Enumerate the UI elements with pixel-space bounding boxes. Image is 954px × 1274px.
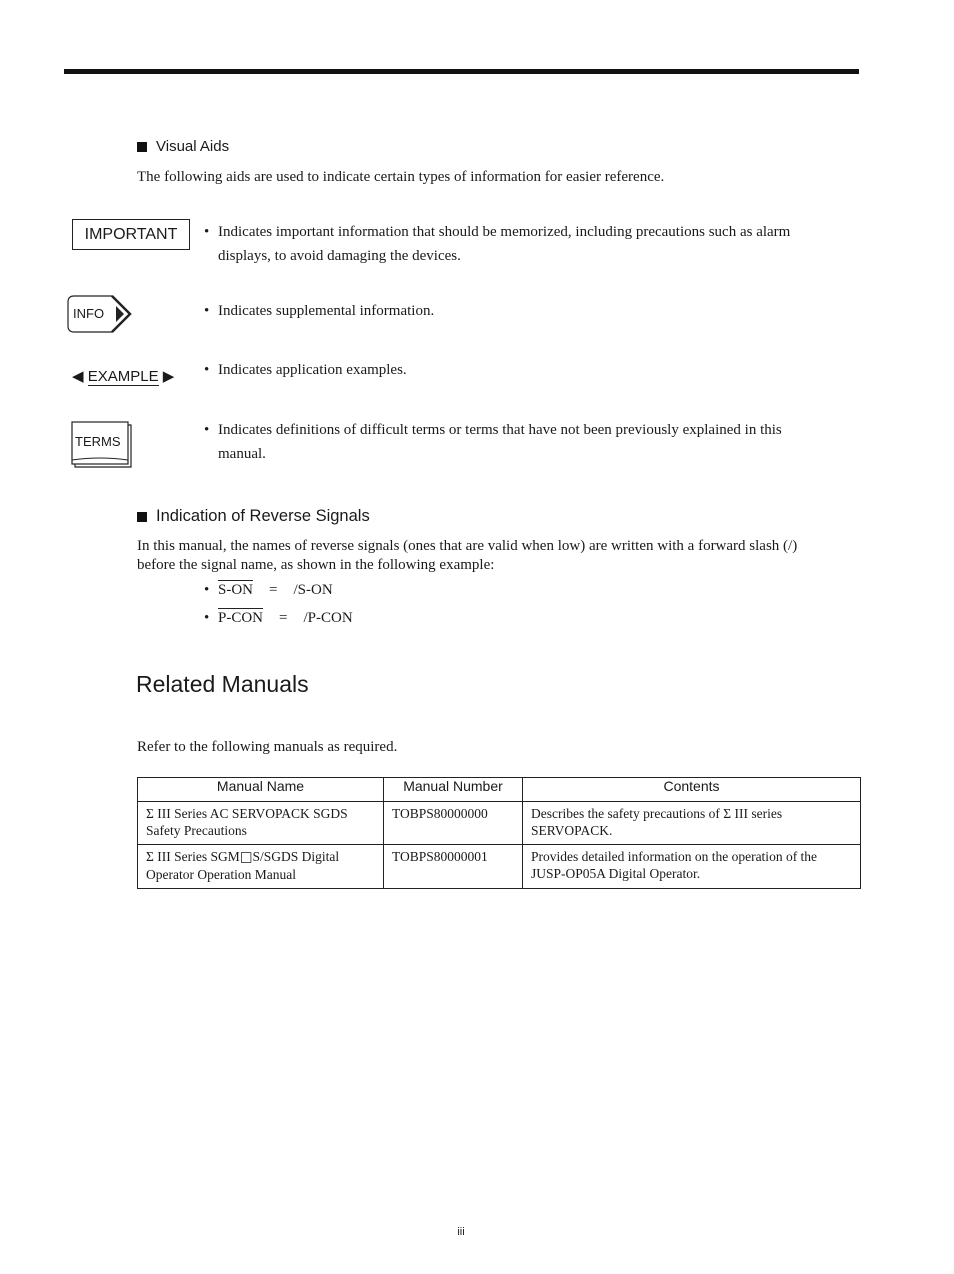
contents-cell: Provides detailed information on the operation of the JUSP-OP05A Digital Operator. (523, 845, 861, 889)
contents-cell: Describes the safety precautions of Σ III series SERVOPACK. (523, 802, 861, 845)
manual-name-cell: Σ III Series AC SERVOPACK SGDS Safety Precautions (138, 802, 384, 845)
related-manuals-intro: Refer to the following manuals as required. (137, 739, 398, 755)
column-header-manual-name: Manual Name (138, 778, 384, 802)
triangle-right-icon: ▶ (162, 368, 175, 385)
important-description: • Indicates important information that should be memorized, including precautions such as alarm displays, to avoid damaging the devices. (204, 224, 791, 264)
triangle-left-icon: ◀ (72, 368, 84, 385)
table-row (138, 802, 861, 845)
table-row (138, 845, 861, 889)
box-glyph: □ (239, 849, 253, 865)
example-description: • Indicates application examples. (204, 362, 407, 378)
related-manuals-table (137, 777, 861, 889)
terms-description: • Indicates definitions of difficult terms or terms that have not been previously explained in this manual. (204, 422, 782, 462)
black-square-icon (137, 512, 147, 522)
signal-example-1: • S-ON = /S-ON (204, 582, 333, 598)
column-header-contents: Contents (523, 778, 861, 802)
example-label: ◀ EXAMPLE ▶ (72, 368, 175, 385)
important-label: IMPORTANT (72, 219, 190, 250)
black-square-icon (137, 142, 147, 152)
table-header-row (138, 778, 861, 802)
manual-number-cell: TOBPS80000001 (384, 845, 523, 889)
signal-example-2: • P-CON = /P-CON (204, 610, 353, 626)
related-manuals-title: Related Manuals (136, 671, 309, 697)
top-rule (64, 69, 859, 74)
info-description: • Indicates supplemental information. (204, 303, 435, 319)
reverse-signals-paragraph: In this manual, the names of reverse signals (ones that are valid when low) are written with a forward slash (/) before the signal name, as shown in the following example: (137, 538, 798, 573)
manual-name-cell: Σ III Series SGM□S/SGDS Digital Operator Operation Manual (138, 845, 384, 889)
column-header-manual-number: Manual Number (384, 778, 523, 802)
page-number: iii (457, 1226, 465, 1238)
info-label: INFO (73, 306, 105, 321)
visual-aids-intro: The following aids are used to indicate certain types of information for easier reference. (137, 169, 665, 185)
terms-label: TERMS (75, 434, 121, 449)
manual-number-cell: TOBPS80000000 (384, 802, 523, 845)
reverse-signals-heading: Indication of Reverse Signals (137, 507, 370, 526)
visual-aids-heading: Visual Aids (137, 138, 229, 155)
